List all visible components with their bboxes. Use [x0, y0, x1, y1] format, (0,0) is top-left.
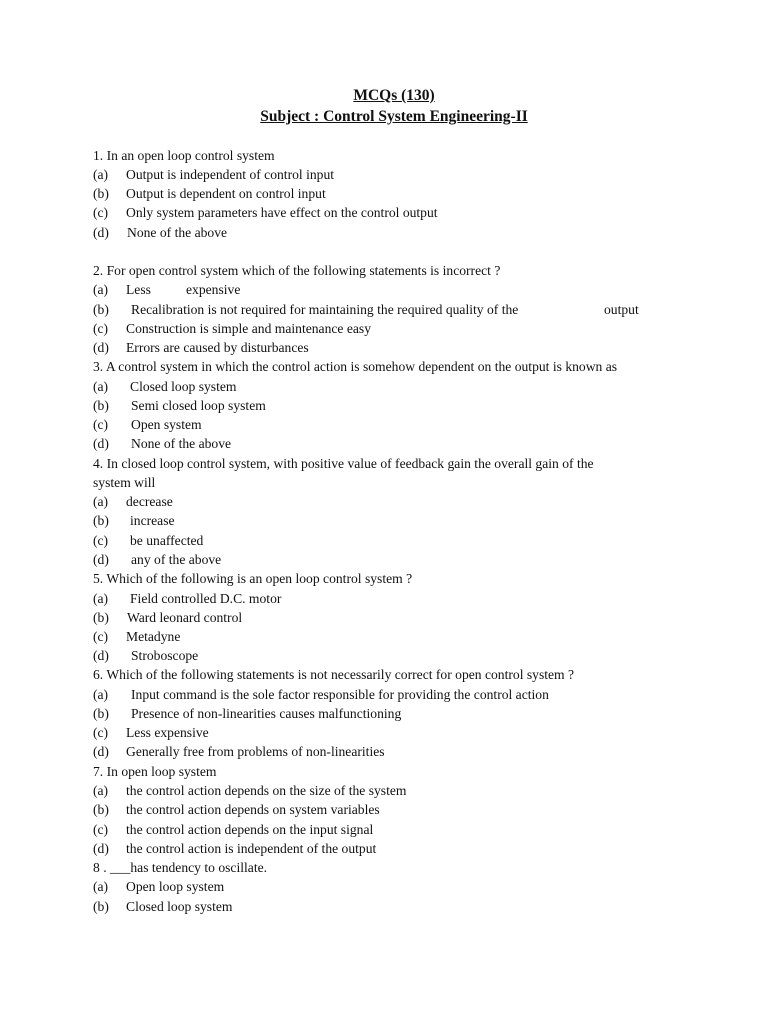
option-text: Less expensive — [126, 725, 209, 740]
option-label: (b) — [93, 802, 109, 817]
document-subject: Subject : Control System Engineering-II — [260, 108, 528, 125]
option-text: None of the above — [131, 436, 232, 451]
question-stem: 8 . ___has tendency to oscillate. — [93, 860, 268, 875]
option-text: Only system parameters have effect on the control output — [126, 205, 438, 220]
option-text-continued: expensive — [186, 282, 241, 297]
option-label: (d) — [93, 648, 109, 663]
option-label: (b) — [93, 610, 109, 625]
question-stem: 4. In closed loop control system, with positive value of feedback gain the overall gain of the — [93, 456, 594, 471]
option-label: (c) — [93, 725, 109, 740]
option-text: Generally free from problems of non-linearities — [126, 744, 385, 759]
option-label: (c) — [93, 629, 109, 644]
option-text: the control action is independent of the output — [126, 841, 377, 856]
option-label: (b) — [93, 186, 109, 201]
option-text: the control action depends on the input signal — [126, 822, 374, 837]
option-text: Construction is simple and maintenance easy — [126, 321, 372, 336]
option-label: (a) — [93, 879, 109, 894]
option-label: (c) — [93, 417, 109, 432]
option-label: (a) — [93, 282, 109, 297]
question-stem: 6. Which of the following statements is not necessarily correct for open control system ? — [93, 667, 575, 682]
option-label: (b) — [93, 706, 109, 721]
option-label: (c) — [93, 205, 109, 220]
option-text: Output is independent of control input — [126, 167, 335, 182]
option-text: the control action depends on the size of the system — [126, 783, 407, 798]
option-text: increase — [130, 513, 175, 528]
option-text-continued: output — [604, 302, 639, 317]
option-text: Errors are caused by disturbances — [126, 340, 309, 355]
question-stem: 5. Which of the following is an open loop control system ? — [93, 571, 413, 586]
option-text: Open loop system — [126, 879, 225, 894]
option-text: Stroboscope — [131, 648, 199, 663]
question-stem: 1. In an open loop control system — [93, 148, 275, 163]
option-label: (d) — [93, 552, 109, 567]
option-text: be unaffected — [130, 533, 204, 548]
option-text: decrease — [126, 494, 173, 509]
option-text: Field controlled D.C. motor — [130, 591, 282, 606]
question-stem-continued: system will — [93, 475, 156, 490]
option-text: Metadyne — [126, 629, 181, 644]
option-label: (a) — [93, 494, 109, 509]
option-text: any of the above — [131, 552, 222, 567]
question-stem: 3. A control system in which the control action is somehow dependent on the output is known as — [93, 359, 618, 374]
option-text: Presence of non-linearities causes malfunctioning — [131, 706, 402, 721]
option-label: (d) — [93, 436, 109, 451]
option-text: Semi closed loop system — [131, 398, 266, 413]
option-label: (c) — [93, 533, 109, 548]
option-label: (d) — [93, 225, 109, 240]
option-text: Closed loop system — [130, 379, 237, 394]
option-label: (d) — [93, 841, 109, 856]
question-stem: 2. For open control system which of the following statements is incorrect ? — [93, 263, 501, 278]
document-title: MCQs (130) — [353, 87, 435, 104]
option-label: (a) — [93, 687, 109, 702]
option-text: the control action depends on system variables — [126, 802, 380, 817]
option-label: (d) — [93, 340, 109, 355]
option-label: (b) — [93, 302, 109, 317]
option-text: Closed loop system — [126, 899, 233, 914]
option-label: (a) — [93, 783, 109, 798]
option-label: (a) — [93, 167, 109, 182]
option-label: (b) — [93, 899, 109, 914]
option-label: (c) — [93, 822, 109, 837]
option-text: Output is dependent on control input — [126, 186, 326, 201]
option-label: (a) — [93, 591, 109, 606]
option-text: Recalibration is not required for maintaining the required quality of the — [131, 302, 519, 317]
option-text: Input command is the sole factor responsible for providing the control action — [131, 687, 549, 702]
option-label: (b) — [93, 398, 109, 413]
option-text: None of the above — [127, 225, 228, 240]
option-text: Ward leonard control — [127, 610, 243, 625]
question-stem: 7. In open loop system — [93, 764, 217, 779]
option-text: Less — [126, 282, 151, 297]
option-label: (b) — [93, 513, 109, 528]
option-label: (c) — [93, 321, 109, 336]
option-label: (d) — [93, 744, 109, 759]
option-label: (a) — [93, 379, 109, 394]
option-text: Open system — [131, 417, 202, 432]
